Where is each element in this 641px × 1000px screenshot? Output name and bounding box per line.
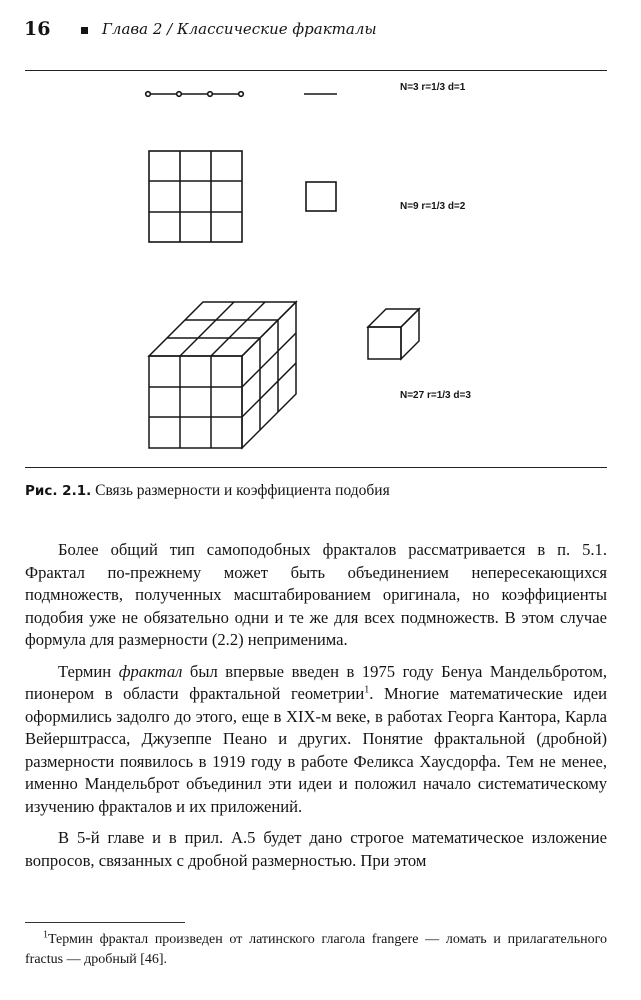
- square-piece: [306, 182, 336, 211]
- caption-text: Связь размерности и коэффициента подобия: [95, 482, 390, 499]
- figure-caption: [25, 482, 390, 500]
- footnote-mark: 1: [43, 929, 48, 941]
- footnote-text: Термин фрактал произведен от латинского глагола frangere — ломать и прилагательного fractus — дробный [46].: [25, 932, 607, 967]
- term-fractal: фрактал: [118, 661, 183, 681]
- square-grid: [149, 151, 242, 242]
- caption-label: Рис. 2.1.: [25, 483, 92, 499]
- paragraph-1: Более общий тип самоподобных фракталов рассматривается в п. 5.1. Фрактал по-прежнему может быть объединением непересекающихся подмножеств, полученных масштабированием оригинала, но коэффициенты подобия уже не обязательно одни и те же для всех подмножеств. В этом случае формула для размерности (2.2) неприменима.: [25, 540, 607, 649]
- footnote: [25, 930, 607, 970]
- cube-piece: [368, 309, 419, 359]
- running-title: Глава 2 / Классические фракталы: [102, 20, 377, 38]
- paragraph-2: [25, 661, 607, 819]
- paragraph-2-text-a: Термин: [58, 661, 119, 681]
- body-text: [25, 539, 607, 881]
- paragraph-2-text-c: . Многие математические идеи оформились задолго до этого, еще в XIX-м веке, в работах Георга Кантора, Карла Вейерштрасса, Джузеппе Пеано и других. Понятие фрактальной (дробной) размерности появилось в 1919 году в работе Феликса Хаусдорфа. Тем не менее, именно Мандельброт объединил эти идеи и положил начало систематическому изучению фракталов и их приложений.: [25, 684, 607, 816]
- paragraph-2-text-b: был впервые введен в 1975 году Бенуа Мандельбротом, пионером в области фрактальной геометрии: [25, 661, 607, 703]
- cube-grid: [149, 302, 296, 448]
- label-1d: N=3 r=1/3 d=1: [400, 82, 466, 93]
- footnote-ref: 1: [364, 684, 370, 696]
- paragraph-3: В 5-й главе и в прил. А.5 будет дано строгое математическое изложение вопросов, связанных с дробной размерностью. При этом: [25, 828, 607, 870]
- page-number: 16: [24, 18, 51, 40]
- label-2d: N=9 r=1/3 d=2: [400, 201, 466, 212]
- segment-divided: [146, 92, 244, 97]
- label-3d: N=27 r=1/3 d=3: [400, 390, 471, 401]
- footnote-rule: [25, 922, 185, 923]
- similarity-figure: [0, 0, 641, 470]
- figure-bottom-rule: [25, 467, 607, 468]
